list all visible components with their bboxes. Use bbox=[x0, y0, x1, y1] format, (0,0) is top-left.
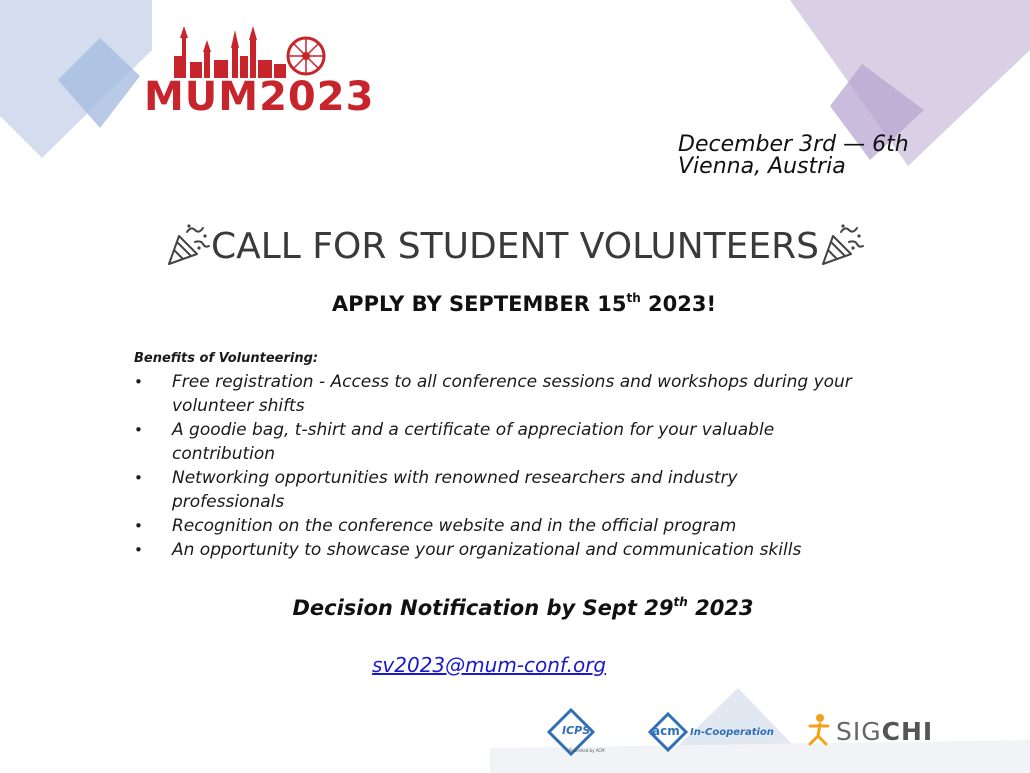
mum2023-logo bbox=[140, 26, 375, 120]
event-dates: December 3rd — 6th bbox=[678, 132, 909, 157]
bullet: • bbox=[134, 469, 143, 487]
bullet: • bbox=[134, 541, 143, 559]
benefit-line: Recognition on the conference website and in the official program bbox=[172, 516, 737, 536]
icps-label: ICPS bbox=[562, 724, 591, 737]
bullet: • bbox=[134, 421, 143, 439]
email-link[interactable]: sv2023@mum-conf.org bbox=[372, 653, 607, 677]
apply-sup: th bbox=[626, 291, 641, 305]
list-item bbox=[134, 514, 924, 538]
benefit-line: contribution bbox=[172, 444, 276, 464]
apply-suffix: 2023! bbox=[640, 292, 717, 316]
event-dates-block bbox=[678, 134, 909, 178]
benefit-line: An opportunity to showcase your organizational and communication skills bbox=[172, 540, 802, 560]
apply-prefix: APPLY BY SEPTEMBER 15 bbox=[331, 292, 627, 316]
sigchi-figure-icon bbox=[804, 712, 834, 748]
benefit-line: Free registration - Access to all conference sessions and workshops during your bbox=[172, 372, 852, 392]
decision-suffix: 2023 bbox=[687, 596, 754, 620]
benefits-heading: Benefits of Volunteering: bbox=[134, 351, 319, 366]
title-text: CALL FOR STUDENT VOLUNTEERS bbox=[210, 226, 820, 267]
logo-text: MUM2023 bbox=[144, 74, 375, 120]
benefit-line: professionals bbox=[172, 492, 285, 512]
sigchi-part1: SIG bbox=[836, 717, 882, 746]
decision-sup: th bbox=[673, 595, 688, 609]
acm-label: acm bbox=[652, 724, 680, 738]
benefit-line: A goodie bag, t-shirt and a certificate of appreciation for your valuable bbox=[172, 420, 775, 440]
icps-sub: Published by ACM bbox=[569, 748, 605, 753]
party-popper-icon bbox=[819, 222, 865, 268]
list-item bbox=[134, 466, 924, 514]
benefit-line: Networking opportunities with renowned researchers and industry bbox=[172, 468, 738, 488]
apply-deadline bbox=[0, 290, 1030, 318]
list-item bbox=[134, 418, 924, 466]
sigchi-text bbox=[836, 718, 933, 746]
benefit-line: volunteer shifts bbox=[172, 396, 305, 416]
event-location: Vienna, Austria bbox=[678, 154, 846, 179]
acm-sub: In-Cooperation bbox=[690, 727, 774, 738]
list-item bbox=[134, 370, 924, 418]
sigchi-part2: CHI bbox=[881, 717, 934, 746]
decision-notification bbox=[0, 593, 1030, 623]
bullet: • bbox=[134, 517, 143, 535]
decision-prefix: Decision Notification by Sept 29 bbox=[292, 596, 674, 620]
bullet: • bbox=[134, 373, 143, 391]
party-popper-icon bbox=[165, 222, 211, 268]
page-title bbox=[0, 222, 1030, 270]
list-item bbox=[134, 538, 924, 562]
icps-logo bbox=[545, 708, 615, 758]
benefits-list bbox=[134, 370, 924, 562]
acm-logo bbox=[646, 712, 774, 752]
sigchi-logo bbox=[804, 712, 946, 752]
